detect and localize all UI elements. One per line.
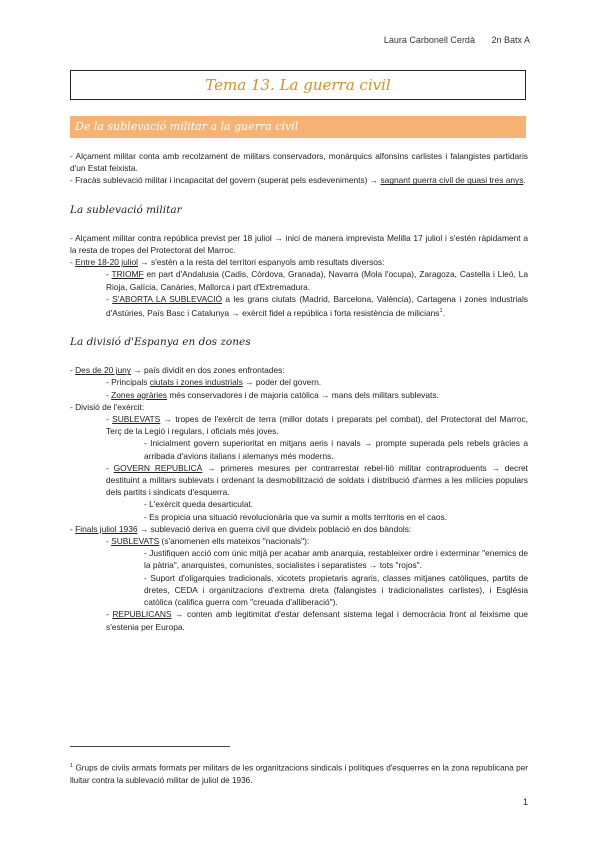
subheading-divisio: La divisió d'Espanya en dos zones [70, 336, 251, 349]
text: - Principals [106, 377, 150, 388]
intro-line-2 [70, 174, 528, 186]
author-name: Laura Carbonell Cerdà [383, 35, 475, 45]
text: - [70, 523, 76, 534]
course-label: 2n Batx A [491, 35, 530, 45]
underlined-text: GOVERN REPUBLICÀ [113, 462, 203, 473]
subheading-sublevacio: La sublevació militar [70, 203, 182, 216]
text: → tropes de l'exèrcit de terra (millor dotats i preparats pel combat), del Protectorat del Marroc, Terç de la Legió i regulars, i oficials més joves. [106, 414, 528, 437]
s2-c [70, 389, 528, 401]
text: - Fracàs sublevació militar i incapacitat del govern (superat pels esdeveniments) → [70, 175, 381, 186]
underlined-text: S'ABORTA LA SUBLEVACIÓ [112, 293, 222, 304]
text: . [523, 175, 526, 186]
underlined-text: Des de 20 juny [75, 365, 131, 376]
text: → poder del govern. [242, 377, 322, 388]
underlined-text: sagnant guerra civil de quasi tres anys [380, 175, 524, 186]
s2-k [70, 535, 528, 547]
s2-g [70, 462, 528, 499]
s2-a [70, 364, 528, 376]
text: - [106, 414, 113, 425]
text: - [106, 389, 112, 400]
title-box [70, 70, 526, 100]
s1-triomf [70, 268, 528, 292]
s2-i: - Es propicia una situació revolucionària que va sumir a molts territoris en el caos. [144, 511, 448, 522]
underlined-text: REPUBLICANS [112, 609, 172, 620]
text: - [106, 536, 112, 547]
intro-line-1: - Alçament militar conta amb recolzament de militars conservadors, monàrquics alfonsins carlistes i falangistes partidaris d'un Estat feixista. [70, 151, 528, 174]
footnote-divider [70, 746, 230, 747]
text: - [106, 293, 113, 304]
s2-n [70, 608, 528, 632]
text: - [106, 269, 112, 280]
s2-d: - Divisió de l'exèrcit: [70, 401, 145, 412]
s2-e [70, 413, 528, 437]
text: . [442, 307, 445, 318]
s1-paragraph-2 [70, 256, 528, 268]
text: en part d'Andalusia (Cadis, Còrdova, Granada), Navarra (Mola l'ocupa), Zaragoza, Castella i Lleó, La Rioja, Galícia, Canàries, Mallorca i part d'Extremadura. [106, 269, 528, 292]
s2-f: - Inicialment govern superioritat en mitjans aeris i navals → prompte superada pels rebels gràcies a arribada d'avions italians i alemanys més moderns. [144, 438, 528, 461]
page-header [384, 35, 530, 45]
section-heading-band [70, 116, 526, 138]
footnote-text: Grups de civils armats formats per militars de les organitzacions sindicals i polítiques d'esquerres en la zona republicana per lluitar contra la sublevació militar de juliol de 1936. [70, 763, 528, 785]
text: - [70, 257, 76, 268]
s2-b [70, 376, 528, 388]
text: → s'estén a la resta del territori espanyols amb resultats diversos: [137, 257, 385, 268]
document-body [70, 150, 528, 633]
footnote [70, 760, 528, 787]
underlined-text: TRIOMF [111, 269, 144, 280]
s1-aborta [70, 293, 528, 319]
text: més conservadores i de majoria catòlica → mans dels militars sublevats. [167, 389, 439, 400]
underlined-text: Finals juliol 1936 [75, 523, 138, 534]
text: → sublevació deriva en guerra civil que divideix població en dos bàndols: [137, 523, 412, 534]
footnote-number: 1 [70, 763, 74, 770]
page-title: Tema 13. La guerra civil [205, 76, 391, 94]
s2-h: - L'exèrcit queda desarticulat. [144, 499, 254, 510]
underlined-text: SUBLEVATS [112, 414, 161, 425]
page-number: 1 [522, 797, 528, 807]
underlined-text: Entre 18-20 juliol [75, 257, 138, 268]
s1-paragraph-1: - Alçament militar contra república previst per 18 juliol → inici de manera imprevista Melilla 17 juliol i s'estén ràpidament a la resta de tropes del Protectorat del Marroc. [70, 232, 528, 256]
text: - [70, 365, 76, 376]
text: - [106, 609, 113, 620]
s2-m: - Suport d'oligarquies tradicionals, xicotets propietaris agraris, classes mitjanes catòliques, partits de dretes, CEDA i organitzacions d'extrema dreta (falangistes i tradicionalistes carlistes), i Església catòlica (califica guerra com "creuada d'alliberació"). [144, 572, 528, 608]
section-heading: De la sublevació militar a la guerra civil [75, 120, 299, 133]
text: a les grans ciutats (Madrid, Barcelona, València), Cartagena i zones industrials d'Astúries, País Basc i Catalunya → exèrcit fidel a república i forta resistència de milicians [106, 293, 528, 318]
s2-j [70, 523, 528, 535]
text: → primeres mesures per contrarrestar rebel·lió militar contraproduents → decret destituint a militars sublevats i ordenant la desmobilització de soldats i distribució d'armes a les milícies populars dels partits i sindicats d'esquerra. [106, 462, 528, 498]
s2-l: - Justifiquen acció com únic mitjà per acabar amb anarquia, restableixer ordre i exterminar "enemics de la pàtria", anarquistes, comunistes, socialistes i separatistes → tots "rojos". [144, 548, 528, 571]
text: → país dividit en dos zones enfrontades: [131, 365, 285, 376]
underlined-text: SUBLEVATS [111, 536, 160, 547]
text: → conten amb legitimitat d'estar defensant sistema legal i democràcia front al feixisme que s'estenia per Europa. [106, 609, 529, 632]
footnote-ref: 1 [439, 308, 443, 315]
underlined-text: ciutats i zones industrials [149, 377, 243, 388]
text: (s'anomenen ells mateixos "nacionals"): [159, 536, 310, 547]
text: - [106, 462, 114, 473]
underlined-text: Zones agràries [111, 389, 167, 400]
